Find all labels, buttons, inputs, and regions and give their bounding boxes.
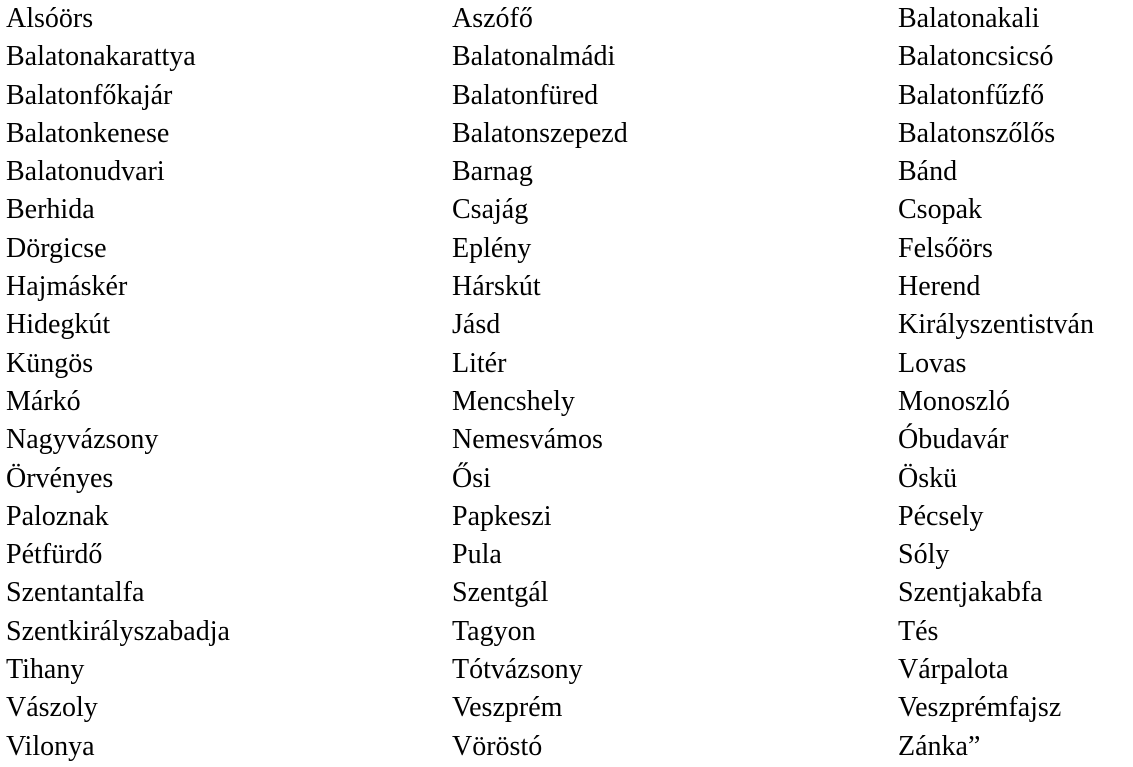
settlement-name: Berhida bbox=[6, 194, 95, 226]
settlement-name: Szentjakabfa bbox=[898, 577, 1043, 609]
settlement-name: Mencshely bbox=[452, 385, 575, 417]
settlement-name: Szentgál bbox=[452, 577, 549, 609]
settlement-name: Hárskút bbox=[452, 271, 541, 303]
settlement-name: Aszófő bbox=[452, 3, 533, 34]
settlement-name: Pétfürdő bbox=[6, 539, 103, 571]
settlement-column-1 bbox=[6, 0, 230, 766]
settlement-name: Balatonszepezd bbox=[452, 117, 628, 149]
settlement-name: Várpalota bbox=[898, 654, 1009, 686]
settlement-name: Óbudavár bbox=[898, 424, 1009, 456]
settlement-name: Veszprémfajsz bbox=[898, 692, 1062, 724]
settlement-name: Szentantalfa bbox=[6, 577, 145, 609]
settlement-name: Lovas bbox=[898, 347, 967, 379]
settlement-name: Pula bbox=[452, 539, 502, 571]
settlement-column-3 bbox=[898, 0, 1094, 766]
settlement-name: Szentkirályszabadja bbox=[6, 615, 230, 647]
settlement-name: Balatonfüred bbox=[452, 79, 599, 111]
settlement-name: Monoszló bbox=[898, 385, 1010, 417]
settlement-name: Nemesvámos bbox=[452, 424, 603, 456]
settlement-name: Hidegkút bbox=[6, 309, 111, 341]
settlement-name: Balatonudvari bbox=[6, 156, 165, 188]
settlement-name: Litér bbox=[452, 347, 507, 379]
settlement-name: Papkeszi bbox=[452, 500, 552, 532]
settlement-name: Sóly bbox=[898, 539, 950, 571]
settlement-name: Királyszentistván bbox=[898, 309, 1094, 341]
settlement-name: Zánka” bbox=[898, 730, 981, 762]
settlement-name: Balatonakali bbox=[898, 3, 1040, 34]
settlement-name: Tihany bbox=[6, 654, 85, 686]
settlement-name: Csajág bbox=[452, 194, 529, 226]
settlement-name: Örvényes bbox=[6, 462, 114, 494]
settlement-name: Küngös bbox=[6, 347, 94, 379]
settlement-name: Barnag bbox=[452, 156, 533, 188]
settlement-name: Veszprém bbox=[452, 692, 563, 724]
settlement-name: Nagyvázsony bbox=[6, 424, 159, 456]
settlement-column-2 bbox=[452, 0, 628, 766]
settlement-name: Balatonalmádi bbox=[452, 41, 616, 73]
settlement-name: Vilonya bbox=[6, 730, 95, 762]
settlement-name: Eplény bbox=[452, 232, 532, 264]
settlement-name: Felsőörs bbox=[898, 232, 993, 264]
settlement-name: Balatonfűzfő bbox=[898, 79, 1045, 111]
settlement-name: Bánd bbox=[898, 156, 958, 188]
settlement-name: Hajmáskér bbox=[6, 271, 128, 303]
settlement-name: Balatonszőlős bbox=[898, 117, 1056, 149]
settlement-name: Paloznak bbox=[6, 500, 109, 532]
settlement-name: Ősi bbox=[452, 462, 491, 494]
settlement-name: Balatonakarattya bbox=[6, 41, 196, 73]
settlement-name: Herend bbox=[898, 271, 981, 303]
settlement-name: Tagyon bbox=[452, 615, 536, 647]
settlement-name: Öskü bbox=[898, 462, 958, 494]
settlement-name: Balatoncsicsó bbox=[898, 41, 1054, 73]
settlement-name: Tótvázsony bbox=[452, 654, 583, 686]
settlement-name: Csopak bbox=[898, 194, 982, 226]
settlement-name: Jásd bbox=[452, 309, 501, 341]
settlement-name: Alsóörs bbox=[6, 3, 94, 34]
settlement-name: Dörgicse bbox=[6, 232, 107, 264]
settlement-name: Pécsely bbox=[898, 500, 984, 532]
settlement-name: Vászoly bbox=[6, 692, 98, 724]
settlement-name: Balatonkenese bbox=[6, 117, 170, 149]
settlement-name: Tés bbox=[898, 615, 939, 647]
settlement-name: Vöröstó bbox=[452, 730, 543, 762]
settlement-name: Balatonfőkajár bbox=[6, 79, 173, 111]
settlement-name: Márkó bbox=[6, 385, 81, 417]
